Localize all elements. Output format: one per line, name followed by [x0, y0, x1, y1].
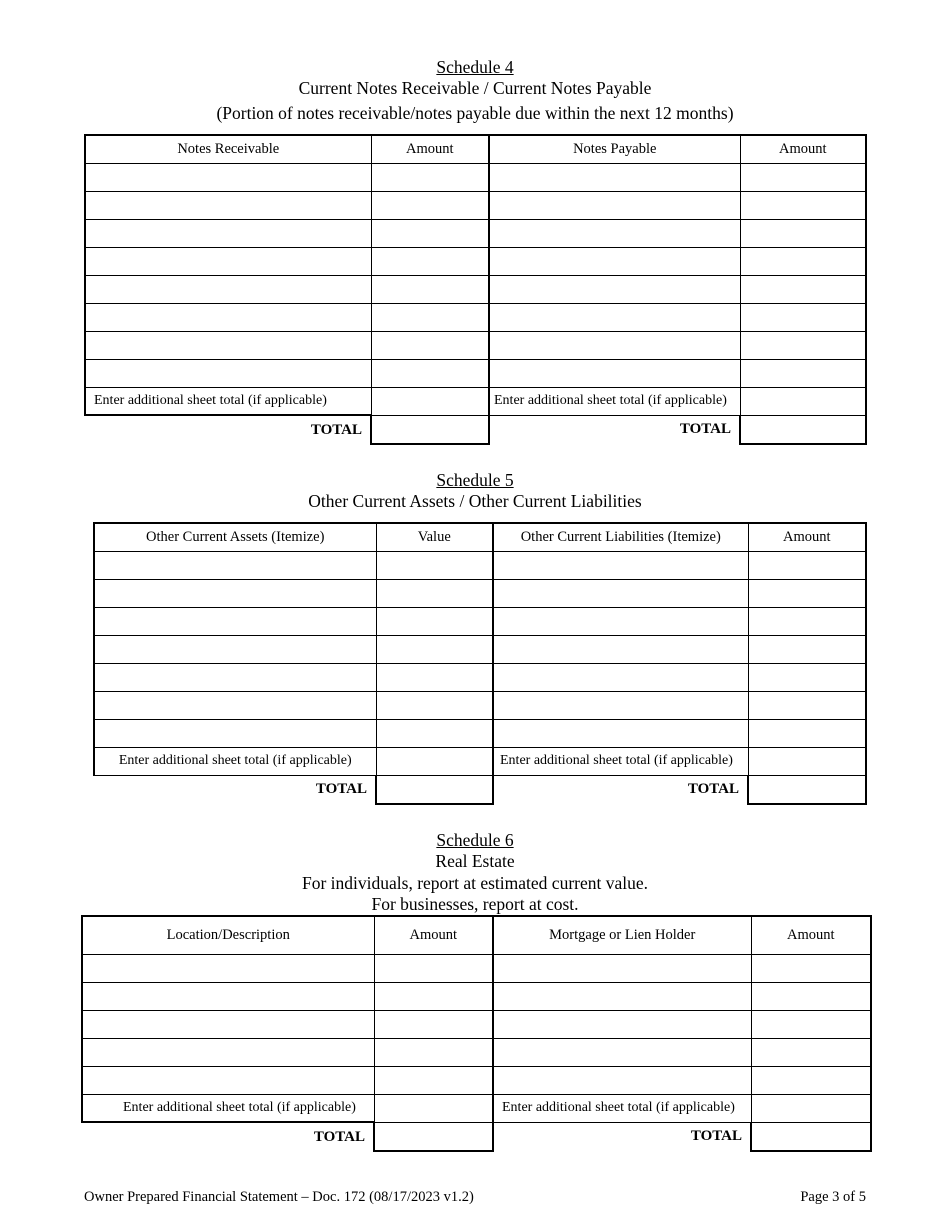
value-header: Value [376, 523, 493, 551]
schedule5-table [93, 522, 867, 805]
amount-field[interactable] [748, 579, 866, 607]
schedule6-table [81, 915, 872, 1152]
table-row [94, 663, 866, 691]
table-row [85, 359, 866, 387]
amount-field[interactable] [748, 691, 866, 719]
table-row [94, 635, 866, 663]
additional-sheet-label: Enter additional sheet total (if applicable) [94, 747, 376, 775]
amount-field[interactable] [371, 275, 489, 303]
amount-field[interactable] [374, 1010, 493, 1038]
schedule5-heading [0, 470, 950, 512]
description-field[interactable] [94, 551, 376, 579]
description-field[interactable] [493, 635, 748, 663]
table-row [85, 163, 866, 191]
amount-header: Amount [751, 916, 871, 954]
table-row [85, 191, 866, 219]
footer-page-number: Page 3 of 5 [800, 1189, 866, 1205]
amount-field[interactable] [371, 219, 489, 247]
amount-field[interactable] [376, 551, 493, 579]
table-row [94, 691, 866, 719]
description-field[interactable] [493, 1010, 751, 1038]
amount-field[interactable] [751, 1066, 871, 1094]
total-label: TOTAL [310, 421, 362, 438]
additional-amount-field[interactable] [748, 747, 866, 775]
amount-field[interactable] [740, 219, 866, 247]
total-value-field[interactable] [376, 775, 493, 804]
total-label: TOTAL [690, 1128, 742, 1145]
additional-sheet-label: Enter additional sheet total (if applicable) [489, 387, 740, 415]
amount-header: Amount [748, 523, 866, 551]
schedule6-number: Schedule 6 [436, 830, 514, 850]
total-amount-field[interactable] [748, 775, 866, 804]
table-row [82, 1010, 871, 1038]
description-field[interactable] [493, 691, 748, 719]
location-description-header: Location/Description [82, 916, 374, 954]
description-field[interactable] [85, 219, 371, 247]
description-field[interactable] [85, 247, 371, 275]
description-field[interactable] [493, 1038, 751, 1066]
additional-value-field[interactable] [376, 747, 493, 775]
schedule4-subtitle: (Portion of notes receivable/notes payable due within the next 12 months) [216, 103, 734, 123]
description-field[interactable] [489, 191, 740, 219]
description-field[interactable] [85, 359, 371, 387]
amount-field[interactable] [740, 247, 866, 275]
additional-sheet-label: Enter additional sheet total (if applicable) [85, 387, 371, 415]
description-field[interactable] [493, 579, 748, 607]
table-row [94, 551, 866, 579]
table-row [85, 331, 866, 359]
description-field[interactable] [489, 247, 740, 275]
amount-field[interactable] [748, 551, 866, 579]
schedule4-title: Current Notes Receivable / Current Notes Payable [298, 78, 652, 98]
description-field[interactable] [489, 359, 740, 387]
amount-field[interactable] [376, 691, 493, 719]
description-field[interactable] [493, 551, 748, 579]
description-field[interactable] [82, 1038, 374, 1066]
description-field[interactable] [493, 1066, 751, 1094]
additional-amount-field[interactable] [371, 387, 489, 415]
total-amount-field[interactable] [751, 1122, 871, 1151]
additional-sheet-label: Enter additional sheet total (if applicable) [493, 747, 748, 775]
table-row [82, 954, 871, 982]
description-field[interactable] [94, 719, 376, 747]
description-field[interactable] [94, 663, 376, 691]
amount-field[interactable] [740, 163, 866, 191]
description-field[interactable] [493, 663, 748, 691]
amount-field[interactable] [376, 579, 493, 607]
amount-field[interactable] [748, 719, 866, 747]
table-row [85, 303, 866, 331]
amount-field[interactable] [740, 303, 866, 331]
footer-doc-id: Owner Prepared Financial Statement – Doc. 172 (08/17/2023 v1.2) [84, 1189, 474, 1205]
amount-field[interactable] [376, 663, 493, 691]
description-field[interactable] [493, 954, 751, 982]
amount-field[interactable] [748, 663, 866, 691]
additional-amount-field[interactable] [740, 387, 866, 415]
description-field[interactable] [82, 982, 374, 1010]
schedule5-title: Other Current Assets / Other Current Liabilities [308, 491, 642, 511]
description-field[interactable] [82, 954, 374, 982]
amount-field[interactable] [371, 303, 489, 331]
description-field[interactable] [85, 303, 371, 331]
schedule4-number: Schedule 4 [436, 57, 514, 77]
amount-field[interactable] [376, 635, 493, 663]
other-current-liabilities-header: Other Current Liabilities (Itemize) [493, 523, 748, 551]
total-label: TOTAL [679, 421, 731, 438]
amount-field[interactable] [374, 954, 493, 982]
amount-field[interactable] [751, 1010, 871, 1038]
table-row [85, 219, 866, 247]
schedule6-title: Real Estate [435, 851, 515, 871]
notes-receivable-header: Notes Receivable [85, 135, 371, 163]
total-label: TOTAL [315, 781, 367, 798]
description-field[interactable] [493, 607, 748, 635]
description-field[interactable] [489, 331, 740, 359]
description-field[interactable] [85, 191, 371, 219]
description-field[interactable] [489, 275, 740, 303]
amount-field[interactable] [751, 982, 871, 1010]
additional-amount-field[interactable] [751, 1094, 871, 1122]
notes-payable-header: Notes Payable [489, 135, 740, 163]
amount-field[interactable] [751, 1038, 871, 1066]
amount-field[interactable] [374, 1038, 493, 1066]
additional-amount-field[interactable] [374, 1094, 493, 1122]
schedule6-line2: For businesses, report at cost. [371, 894, 579, 914]
total-amount-field[interactable] [371, 415, 489, 444]
amount-field[interactable] [374, 1066, 493, 1094]
description-field[interactable] [489, 219, 740, 247]
schedule6-line1: For individuals, report at estimated current value. [301, 873, 648, 893]
description-field[interactable] [493, 719, 748, 747]
table-row [85, 275, 866, 303]
description-field[interactable] [85, 275, 371, 303]
table-row [85, 247, 866, 275]
description-field[interactable] [85, 331, 371, 359]
total-label: TOTAL [687, 781, 739, 798]
amount-field[interactable] [740, 275, 866, 303]
amount-field[interactable] [740, 359, 866, 387]
description-field[interactable] [489, 303, 740, 331]
schedule4-heading [0, 57, 950, 124]
additional-sheet-label: Enter additional sheet total (if applicable) [82, 1094, 374, 1122]
table-row [94, 607, 866, 635]
amount-field[interactable] [371, 359, 489, 387]
amount-field[interactable] [740, 331, 866, 359]
additional-sheet-label: Enter additional sheet total (if applicable) [493, 1094, 751, 1122]
amount-field[interactable] [371, 247, 489, 275]
amount-header: Amount [740, 135, 866, 163]
amount-field[interactable] [371, 191, 489, 219]
schedule6-heading [0, 830, 950, 915]
table-row [94, 719, 866, 747]
description-field[interactable] [85, 163, 371, 191]
other-current-assets-header: Other Current Assets (Itemize) [94, 523, 376, 551]
amount-field[interactable] [376, 607, 493, 635]
amount-field[interactable] [376, 719, 493, 747]
amount-field[interactable] [748, 635, 866, 663]
total-amount-field[interactable] [740, 415, 866, 444]
table-row [94, 579, 866, 607]
description-field[interactable] [94, 607, 376, 635]
schedule4-table [84, 134, 867, 445]
table-row [82, 1066, 871, 1094]
table-row [82, 1038, 871, 1066]
amount-field[interactable] [751, 954, 871, 982]
description-field[interactable] [94, 691, 376, 719]
table-row [82, 982, 871, 1010]
description-field[interactable] [489, 163, 740, 191]
amount-field[interactable] [371, 163, 489, 191]
mortgage-lien-holder-header: Mortgage or Lien Holder [493, 916, 751, 954]
schedule5-number: Schedule 5 [436, 470, 514, 490]
amount-header: Amount [371, 135, 489, 163]
description-field[interactable] [82, 1066, 374, 1094]
description-field[interactable] [82, 1010, 374, 1038]
total-label: TOTAL [313, 1128, 365, 1145]
description-field[interactable] [94, 579, 376, 607]
amount-field[interactable] [740, 191, 866, 219]
description-field[interactable] [94, 635, 376, 663]
description-field[interactable] [493, 982, 751, 1010]
amount-field[interactable] [748, 607, 866, 635]
amount-header: Amount [374, 916, 493, 954]
amount-field[interactable] [371, 331, 489, 359]
amount-field[interactable] [374, 982, 493, 1010]
total-amount-field[interactable] [374, 1122, 493, 1151]
